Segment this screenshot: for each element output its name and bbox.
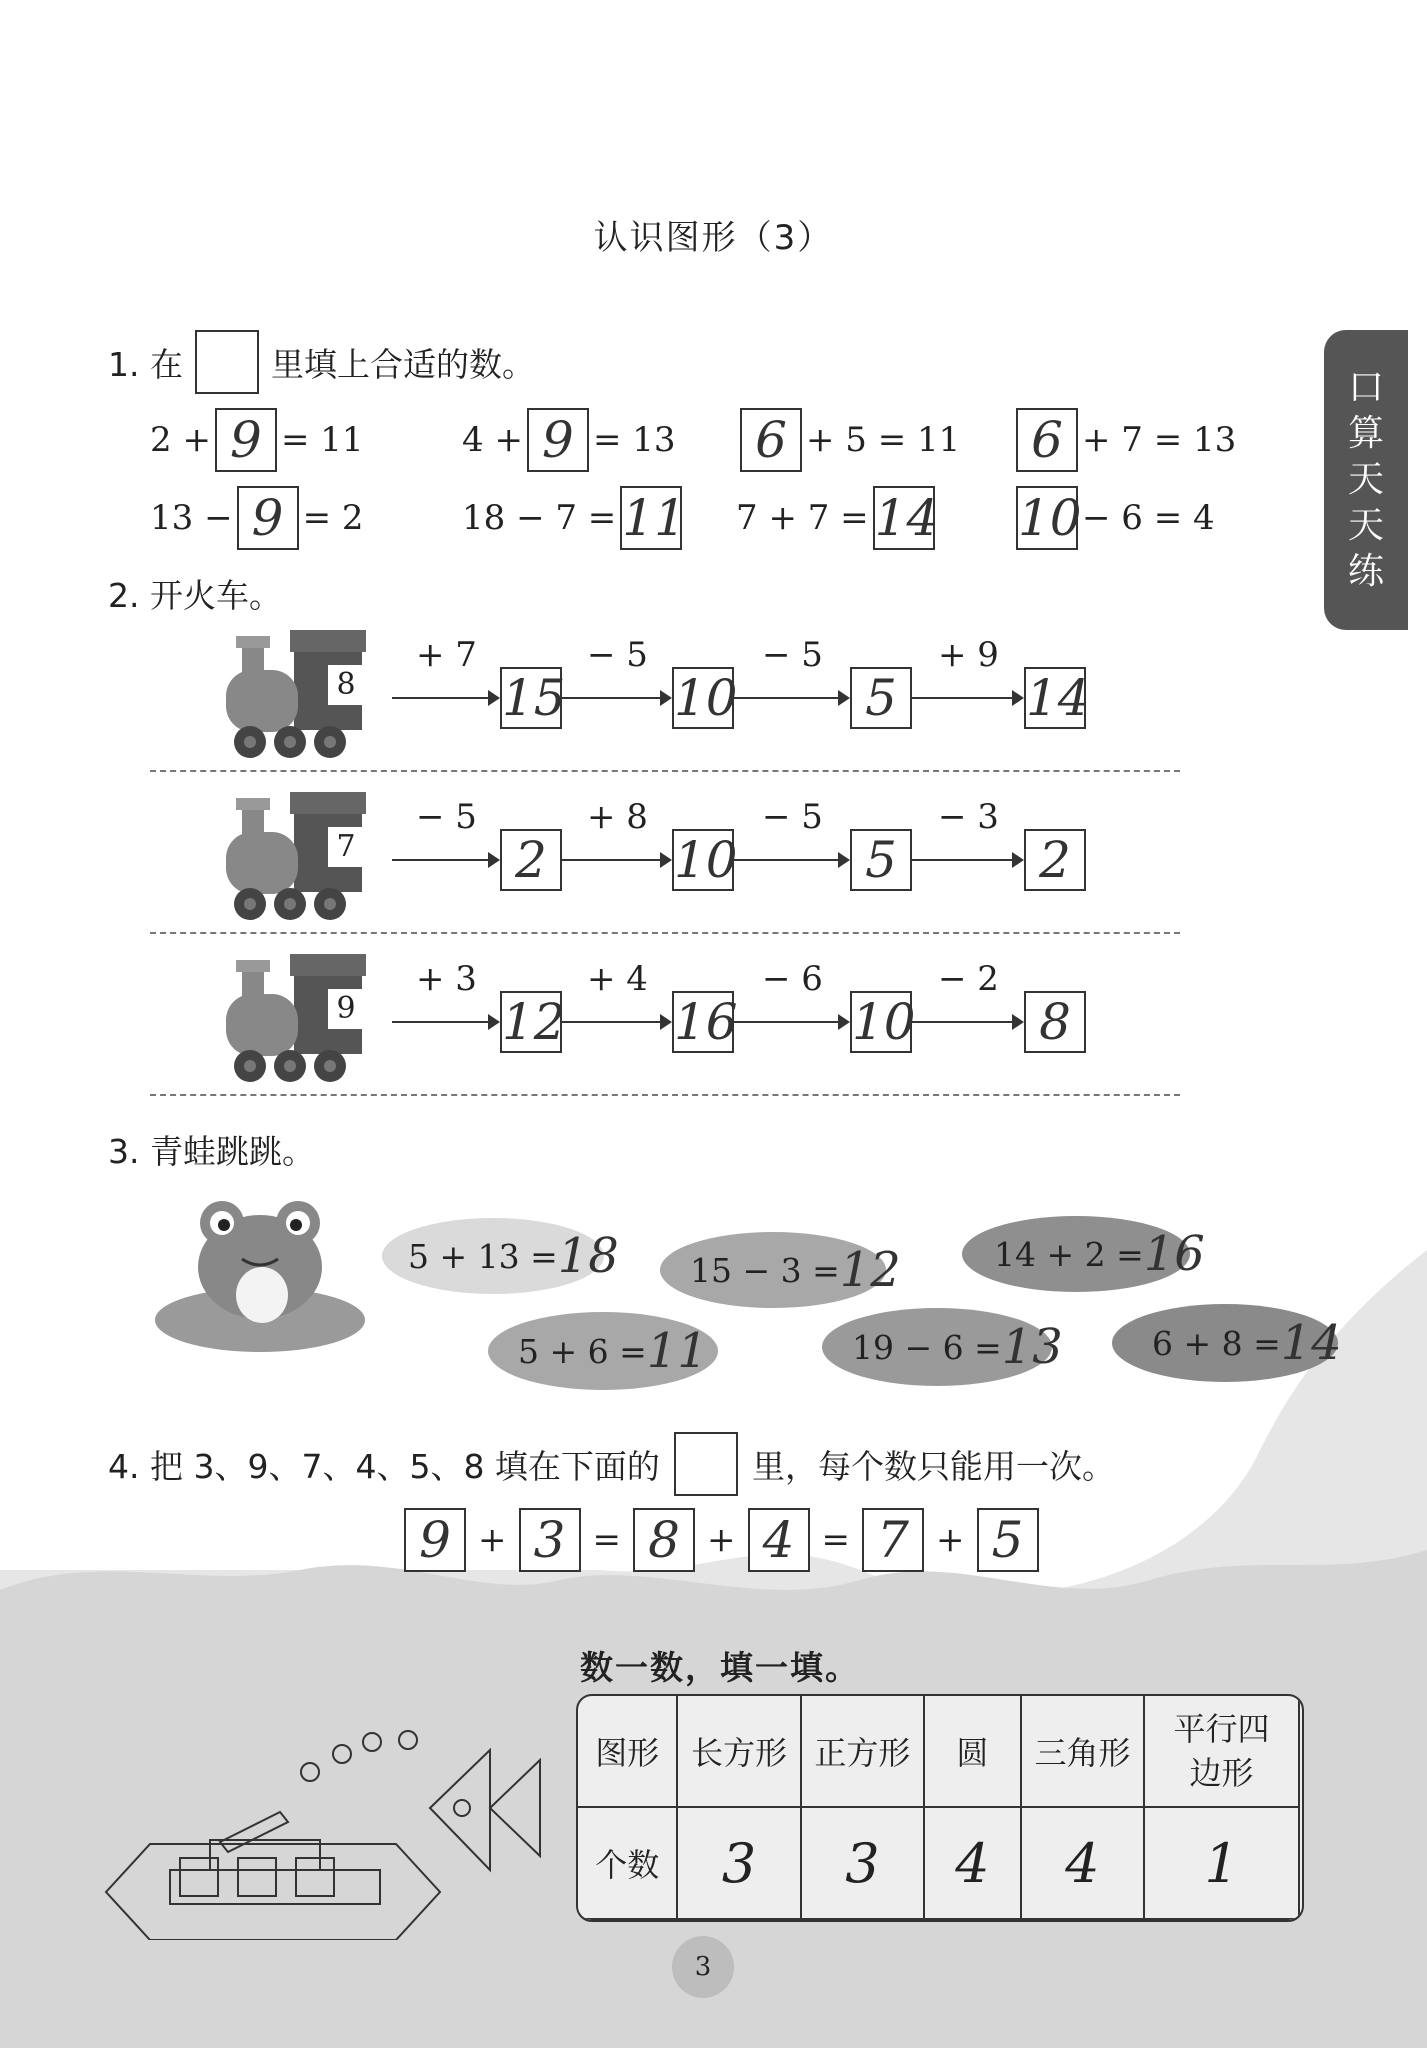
handwritten-answer: 6 — [1031, 411, 1063, 469]
count-table — [576, 1694, 1300, 1920]
page-title: 认识图形（3） — [593, 218, 834, 258]
answer-box[interactable] — [850, 667, 912, 729]
eq-text: 7 + 7 = — [736, 498, 869, 538]
count-cell[interactable] — [1144, 1807, 1299, 1919]
operator: = — [592, 1520, 621, 1560]
arrow-line — [734, 859, 840, 861]
eq-text: 2 + — [150, 420, 211, 460]
handwritten-answer: 3 — [845, 1831, 880, 1895]
answer-box[interactable] — [519, 1508, 581, 1572]
handwritten-answer: 8 — [1039, 993, 1071, 1051]
arrow-line — [562, 1021, 662, 1023]
train-op: + 4 — [587, 959, 648, 999]
train-op: − 5 — [762, 635, 823, 675]
row-label: 个数 — [577, 1807, 677, 1919]
arrow-line — [392, 1021, 490, 1023]
handwritten-answer: 9 — [542, 411, 574, 469]
answer-box[interactable] — [672, 829, 738, 891]
q1-eq-5 — [150, 486, 364, 550]
lily-pad — [962, 1216, 1205, 1292]
handwritten-answer: 10 — [674, 831, 738, 889]
handwritten-answer: 4 — [762, 1511, 795, 1569]
train-op: − 3 — [938, 797, 999, 837]
handwritten-answer: 4 — [955, 1831, 990, 1895]
side-tab-kousuan[interactable] — [1324, 330, 1408, 630]
answer-box[interactable] — [1024, 829, 1086, 891]
count-cell[interactable] — [924, 1807, 1021, 1919]
q1-title — [108, 330, 535, 394]
lily-pad — [660, 1232, 901, 1308]
answer-box[interactable] — [740, 408, 802, 472]
answer-box[interactable] — [500, 667, 566, 729]
eq-text: + 5 = 11 — [806, 420, 961, 460]
page-number: 3 — [672, 1936, 734, 1998]
side-tab-char: 天 — [1347, 505, 1384, 546]
pad-equation: 19 − 6 = — [852, 1327, 1002, 1367]
q1-eq-4 — [1012, 408, 1236, 472]
empty-box-icon — [195, 330, 259, 394]
header-cell: 正方形 — [801, 1695, 924, 1807]
lily-pad — [382, 1218, 619, 1294]
q3-title: 3. 青蛙跳跳。 — [108, 1132, 315, 1171]
answer-box[interactable] — [977, 1508, 1039, 1572]
answer-box[interactable] — [672, 667, 738, 729]
arrow-head-icon — [660, 852, 672, 868]
q1-eq-6 — [462, 486, 686, 550]
arrow-line — [734, 1021, 840, 1023]
arrow-head-icon — [488, 690, 500, 706]
train-op: − 2 — [938, 959, 999, 999]
handwritten-answer: 11 — [622, 489, 686, 547]
bonus-title: 数一数，填一填。 — [580, 1648, 860, 1687]
q4-title — [108, 1432, 1115, 1496]
eq-text: = 11 — [280, 420, 364, 460]
side-tab-char: 口 — [1347, 367, 1384, 408]
side-tab-char: 练 — [1347, 551, 1384, 592]
empty-box-icon — [674, 1432, 738, 1496]
q1-eq-1 — [150, 408, 364, 472]
side-tab-char: 算 — [1347, 413, 1384, 454]
eq-text: + 7 = 13 — [1082, 420, 1237, 460]
handwritten-answer: 9 — [230, 411, 262, 469]
arrow-line — [912, 697, 1014, 699]
frog-icon — [150, 1195, 370, 1355]
arrow-line — [734, 697, 840, 699]
trains-area — [150, 625, 1200, 1095]
train-start-number: 9 — [328, 989, 364, 1029]
count-cell[interactable] — [1021, 1807, 1144, 1919]
answer-box[interactable] — [1024, 667, 1090, 729]
handwritten-answer: 4 — [1065, 1831, 1100, 1895]
arrow-head-icon — [1012, 852, 1024, 868]
eq-text: = 13 — [592, 420, 676, 460]
operator: + — [707, 1520, 736, 1560]
q1-eq-3 — [736, 408, 960, 472]
header-cell: 圆 — [924, 1695, 1021, 1807]
handwritten-answer: 18 — [557, 1228, 619, 1284]
arrow-line — [912, 859, 1014, 861]
answer-box[interactable] — [850, 991, 916, 1053]
q1-eq-2 — [462, 408, 676, 472]
train-op: − 5 — [587, 635, 648, 675]
arrow-head-icon — [488, 852, 500, 868]
arrow-head-icon — [488, 1014, 500, 1030]
handwritten-answer: 12 — [502, 993, 566, 1051]
handwritten-answer: 11 — [646, 1323, 708, 1379]
answer-box[interactable] — [1024, 991, 1086, 1053]
eq-text: 4 + — [462, 420, 523, 460]
answer-box[interactable] — [500, 829, 562, 891]
handwritten-answer: 9 — [251, 489, 284, 547]
handwritten-answer: 14 — [1280, 1315, 1342, 1371]
arrow-line — [392, 697, 490, 699]
arrow-head-icon — [838, 852, 850, 868]
answer-box[interactable] — [850, 829, 912, 891]
train-op: − 6 — [762, 959, 823, 999]
handwritten-answer: 7 — [877, 1511, 909, 1569]
q1-eq-7 — [736, 486, 939, 550]
answer-box[interactable] — [1016, 408, 1078, 472]
arrow-head-icon — [1012, 690, 1024, 706]
answer-box[interactable] — [862, 1508, 924, 1572]
arrow-line — [562, 697, 662, 699]
divider — [150, 932, 1180, 934]
answer-box[interactable] — [404, 1508, 466, 1572]
shapes-drawing — [100, 1680, 560, 1940]
handwritten-answer: 13 — [1001, 1319, 1063, 1375]
handwritten-answer: 5 — [991, 1511, 1024, 1569]
operator: + — [936, 1520, 965, 1560]
handwritten-answer: 16 — [674, 993, 738, 1051]
q1-eq-8 — [1012, 486, 1215, 550]
q4-equation — [400, 1508, 1043, 1572]
handwritten-answer: 3 — [721, 1831, 757, 1895]
train-start-number: 8 — [328, 665, 364, 705]
q4-title-pre: 4. 把 3、9、7、4、5、8 填在下面的 — [108, 1446, 660, 1486]
answer-box[interactable] — [500, 991, 566, 1053]
arrow-line — [912, 1021, 1014, 1023]
train-op: + 3 — [416, 959, 477, 999]
train-op: + 7 — [416, 635, 477, 675]
handwritten-answer: 9 — [419, 1511, 451, 1569]
q2-title: 2. 开火车。 — [108, 576, 282, 615]
train-op: − 5 — [416, 797, 477, 837]
handwritten-answer: 10 — [674, 669, 738, 727]
handwritten-answer: 10 — [852, 993, 916, 1051]
answer-box[interactable] — [748, 1508, 810, 1572]
handwritten-answer: 6 — [755, 411, 787, 469]
train-op: + 8 — [587, 797, 648, 837]
answer-box[interactable] — [873, 486, 939, 550]
answer-box[interactable] — [633, 1508, 695, 1572]
eq-text: − 6 = 4 — [1082, 498, 1215, 538]
train-chains — [150, 625, 1200, 1095]
q1-title-pre: 1. 在 — [108, 344, 183, 384]
handwritten-answer: 1 — [1204, 1831, 1239, 1895]
train-op: + 9 — [938, 635, 999, 675]
handwritten-answer: 10 — [1018, 489, 1082, 547]
count-cell[interactable] — [677, 1807, 800, 1919]
operator: + — [478, 1520, 507, 1560]
train-start-number: 7 — [328, 827, 364, 867]
count-table-frame — [576, 1694, 1304, 1922]
handwritten-answer: 5 — [865, 831, 897, 889]
divider — [150, 1094, 1180, 1096]
arrow-line — [562, 859, 662, 861]
handwritten-answer: 12 — [839, 1242, 901, 1298]
pad-equation: 14 + 2 = — [994, 1234, 1144, 1274]
divider — [150, 770, 1180, 772]
side-tab-char: 天 — [1347, 459, 1384, 500]
lily-pad — [488, 1312, 718, 1390]
lily-pad — [822, 1308, 1063, 1386]
train-op: − 5 — [762, 797, 823, 837]
handwritten-answer: 15 — [502, 669, 566, 727]
eq-text: = 2 — [302, 498, 364, 538]
pad-equation: 6 + 8 = — [1152, 1323, 1281, 1363]
pad-equation: 15 − 3 = — [690, 1250, 840, 1290]
arrow-head-icon — [660, 1014, 672, 1030]
answer-box[interactable] — [527, 408, 589, 472]
handwritten-answer: 2 — [515, 831, 547, 889]
header-cell: 长方形 — [677, 1695, 800, 1807]
arrow-head-icon — [660, 690, 672, 706]
header-cell: 三角形 — [1021, 1695, 1144, 1807]
handwritten-answer: 16 — [1143, 1226, 1205, 1282]
lily-pad — [1112, 1304, 1342, 1382]
operator: = — [821, 1520, 850, 1560]
eq-text: 13 − — [150, 498, 233, 538]
handwritten-answer: 2 — [1039, 831, 1071, 889]
handwritten-answer: 5 — [865, 669, 897, 727]
header-cell: 平行四边形 — [1144, 1695, 1299, 1807]
arrow-head-icon — [838, 1014, 850, 1030]
count-cell[interactable] — [801, 1807, 924, 1919]
handwritten-answer: 14 — [874, 489, 939, 547]
handwritten-answer: 8 — [648, 1511, 680, 1569]
eq-text: 18 − 7 = — [462, 498, 617, 538]
arrow-head-icon — [838, 690, 850, 706]
answer-box[interactable] — [1016, 486, 1082, 550]
answer-box[interactable] — [237, 486, 299, 550]
q1-title-post: 里填上合适的数。 — [270, 344, 535, 384]
answer-box[interactable] — [672, 991, 738, 1053]
pad-equation: 5 + 6 = — [518, 1331, 647, 1371]
arrow-head-icon — [1012, 1014, 1024, 1030]
answer-box[interactable] — [215, 408, 277, 472]
q4-title-post: 里，每个数只能用一次。 — [751, 1446, 1115, 1486]
handwritten-answer: 3 — [533, 1511, 566, 1569]
header-cell: 图形 — [577, 1695, 677, 1807]
answer-box[interactable] — [620, 486, 686, 550]
pad-equation: 5 + 13 = — [408, 1236, 558, 1276]
arrow-line — [392, 859, 490, 861]
handwritten-answer: 14 — [1026, 669, 1090, 727]
